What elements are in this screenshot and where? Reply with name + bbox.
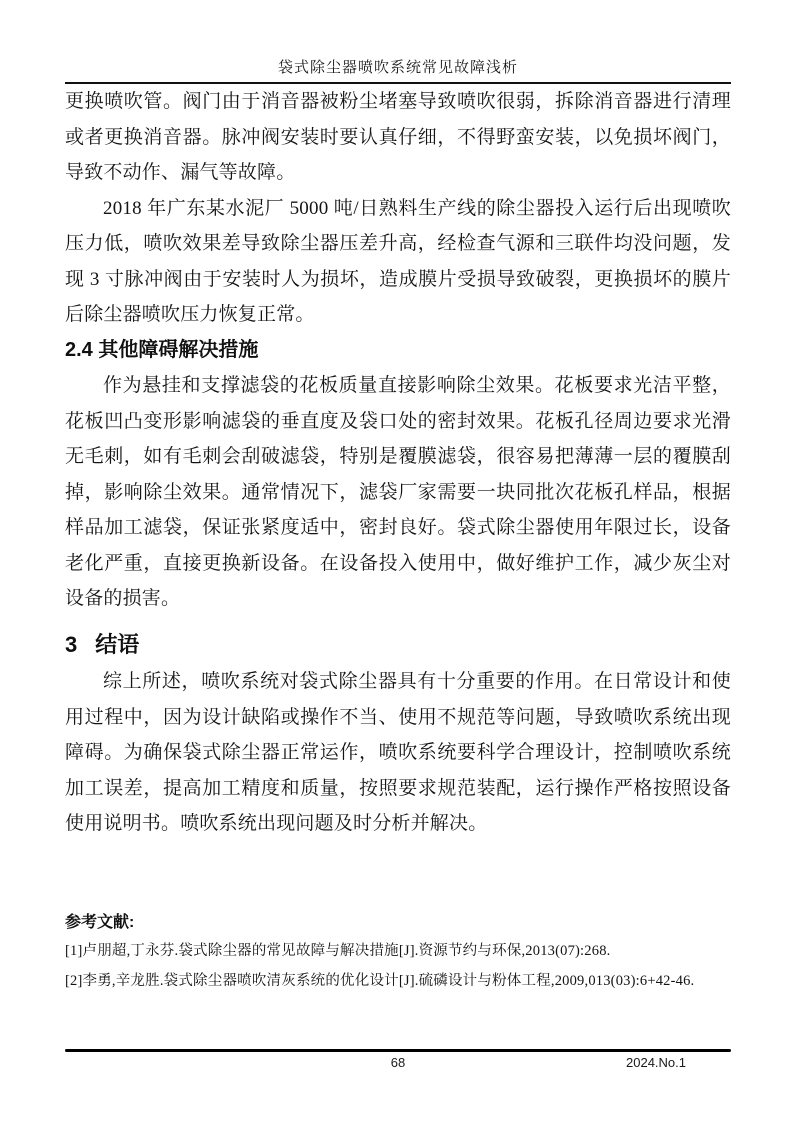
page-number: 68 bbox=[390, 1055, 406, 1070]
reference-item-2: [2]李勇,辛龙胜.袋式除尘器喷吹清灰系统的优化设计[J].硫磷设计与粉体工程,2009,013(03):6+42-46. bbox=[65, 972, 695, 989]
paragraph-conclusion: 综上所述，喷吹系统对袋式除尘器具有十分重要的作用。在日常设计和使用过程中，因为设计缺陷或操作不当、使用不规范等问题，导致喷吹系统出现障碍。为确保袋式除尘器正常运作，喷吹系统要科学合理设计，控制喷吹系统加工误差，提高加工精度和质量，按照要求规范装配，运行操作严格按照设备使用说明书。喷吹系统出现问题及时分析并解决。 bbox=[65, 671, 731, 834]
paragraph-section-2-4: 作为悬挂和支撑滤袋的花板质量直接影响除尘效果。花板要求光洁平整，花板凹凸变形影响滤袋的垂直度及袋口处的密封效果。花板孔径周边要求光滑无毛刺，如有毛刺会刮破滤袋，特别是覆膜滤袋，很容易把薄薄一层的覆膜刮掉，影响除尘效果。通常情况下，滤袋厂家需要一块同批次花板孔样品，根据样品加工滤袋，保证张紧度适中，密封良好。袋式除尘器使用年限过长，设备老化严重，直接更换新设备。在设备投入使用中，做好维护工作，减少灰尘对设备的损害。 bbox=[65, 375, 731, 609]
section-heading-3 bbox=[65, 627, 731, 663]
footer-rule bbox=[65, 1049, 731, 1052]
section-number: 3 bbox=[65, 631, 78, 657]
article-body bbox=[65, 84, 731, 996]
page-header bbox=[65, 57, 731, 84]
section-heading-2-4: 2.4 其他障碍解决措施 bbox=[65, 338, 259, 361]
running-head-title: 袋式除尘器喷吹系统常见故障浅析 bbox=[277, 60, 518, 76]
paragraph-continuation: 更换喷吹管。阀门由于消音器被粉尘堵塞导致喷吹很弱，拆除消音器进行清理或者更换消音器。脉冲阀安装时要认真仔细，不得野蛮安装，以免损坏阀门，导致不动作、漏气等故障。 bbox=[65, 91, 731, 183]
issue-label: 2024.No.1 bbox=[626, 1055, 686, 1070]
reference-item-1: [1]卢朋超,丁永芬.袋式除尘器的常见故障与解决措施[J].资源节约与环保,2013(07):268. bbox=[65, 942, 611, 959]
page-footer bbox=[65, 1049, 731, 1075]
references-heading: 参考文献: bbox=[65, 913, 135, 931]
paragraph-case-study: 2018 年广东某水泥厂 5000 吨/日熟料生产线的除尘器投入运行后出现喷吹压力低，喷吹效果差导致除尘器压差升高，经检查气源和三联件均没问题，发现 3 寸脉冲阀由于安装时人为损坏，造成膜片受损导致破裂，更换损坏的膜片后除尘器喷吹压力恢复正常。 bbox=[65, 197, 731, 325]
footer-meta bbox=[65, 1055, 731, 1075]
references-section bbox=[65, 910, 731, 996]
section-title: 结语 bbox=[95, 631, 140, 657]
